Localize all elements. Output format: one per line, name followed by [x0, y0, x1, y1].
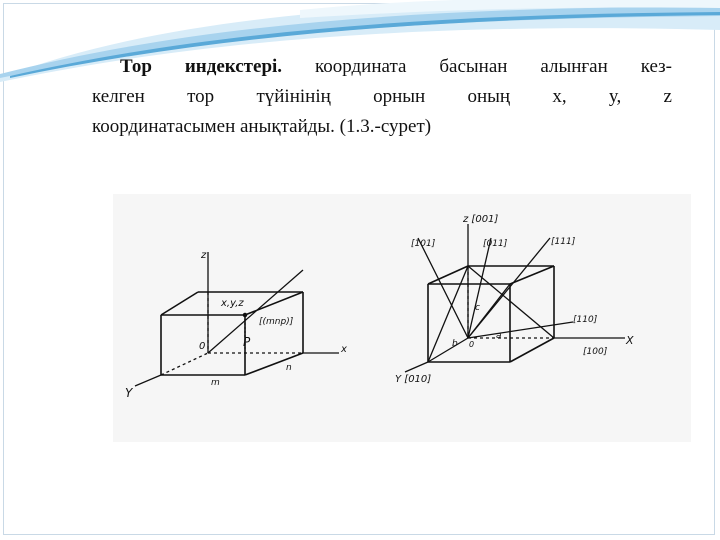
right-axis-y — [405, 362, 428, 372]
left-label-x: x — [341, 344, 347, 355]
left-figure-labels — [125, 250, 347, 400]
left-label-direction: [(mnp)] — [259, 317, 294, 327]
right-label-a: a — [496, 331, 502, 341]
left-label-origin: 0 — [199, 341, 206, 352]
right-label-100: [100] — [583, 347, 608, 357]
term-heading: Тор индекстері. — [120, 56, 283, 77]
text-line-1 — [92, 52, 672, 82]
left-label-xyz: x,y,z — [221, 298, 244, 309]
body-text — [92, 52, 672, 142]
right-cube-bottom-right — [510, 338, 554, 362]
left-box-hidden-diag — [161, 353, 208, 375]
right-dir-101 — [418, 238, 468, 338]
left-direction-vector — [208, 270, 303, 353]
figure-svg — [113, 194, 691, 442]
right-label-011: [011] — [483, 239, 508, 249]
right-label-c: c — [475, 303, 480, 313]
text-line-2: келген тор түйінінің орнын оның х, у, z — [92, 86, 672, 107]
right-dir-110 — [468, 322, 573, 338]
left-axis-y — [135, 375, 161, 386]
right-diag-face-2 — [468, 266, 554, 338]
right-diag-face-1 — [428, 266, 468, 362]
right-cube-hidden-diag — [428, 338, 468, 362]
right-label-y-010: Y [010] — [395, 374, 432, 385]
text-line-1-rest: координата басынан алынған кез- — [282, 56, 672, 77]
right-label-z-001: z [001] — [463, 214, 499, 225]
right-cube-top-right — [510, 266, 554, 284]
left-box-bottom-right — [245, 353, 303, 375]
left-label-m: m — [211, 378, 220, 388]
figure-panel — [113, 194, 691, 442]
text-line-3: координатасымен анықтайды. (1.3.-сурет) — [92, 116, 432, 137]
right-label-110: [110] — [573, 315, 598, 325]
right-label-x: X — [626, 334, 634, 347]
left-point-p-dot — [243, 313, 246, 316]
left-box-top-left — [161, 292, 198, 315]
left-label-z: z — [201, 250, 207, 261]
right-label-111: [111] — [551, 237, 576, 247]
left-label-p: P — [243, 335, 251, 349]
right-label-b: b — [452, 339, 458, 349]
right-label-101: [101] — [411, 239, 436, 249]
left-figure — [135, 252, 339, 386]
left-label-y: Y — [125, 386, 133, 400]
left-label-n: n — [286, 363, 292, 373]
right-label-origin: 0 — [469, 340, 475, 349]
